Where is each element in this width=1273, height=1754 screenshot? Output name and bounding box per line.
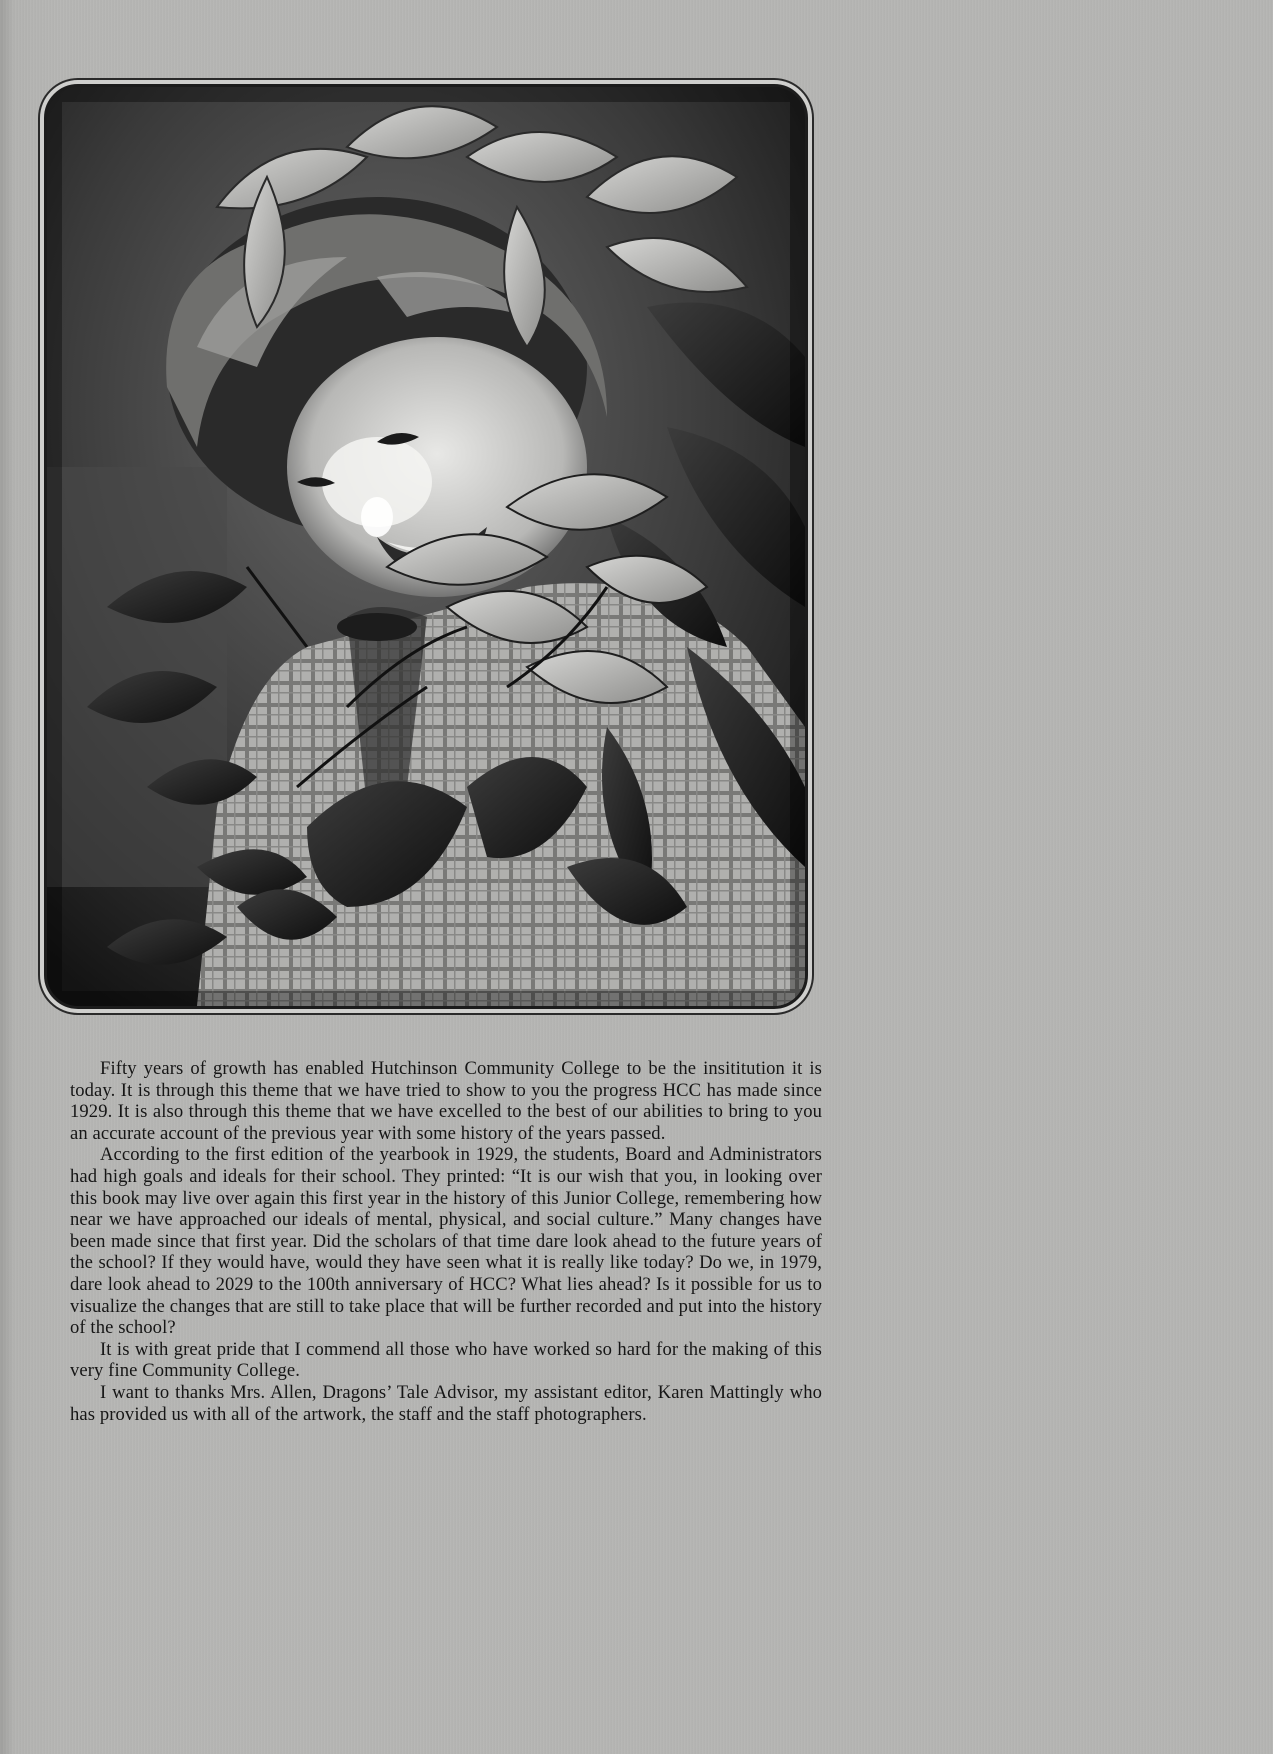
paragraph: I want to thanks Mrs. Allen, Dragons’ Tale Advisor, my assistant editor, Karen Mattingly who has provided us with all of the artwork, the staff and the staff photographers. [70, 1381, 822, 1425]
photo-frame [44, 84, 808, 1009]
editor-letter [70, 1058, 822, 1425]
portrait-photo [47, 87, 805, 1006]
paragraph: Fifty years of growth has enabled Hutchinson Community College to be the insititution it is today. It is through this theme that we have tried to show to you the progress HCC has made since 1929. It is also through this theme that we have excelled to the best of our abilities to bring to you an accurate account of the previous year with some history of the years passed. [70, 1058, 822, 1144]
paragraph: According to the first edition of the yearbook in 1929, the students, Board and Administrators had high goals and ideals for their school. They printed: “It is our wish that you, in looking over this book may live over again this first year in the history of this Junior College, remembering how near we have approached our ideals of mental, physical, and social culture.” Many changes have been made since that first year. Did the scholars of that time dare look ahead to the future years of the school? If they would have, would they have seen what it is really like today? Do we, in 1979, dare look ahead to 2029 to the 100th anniversary of HCC? What lies ahead? Is it possible for us to visualize the changes that are still to take place that will be further recorded and put into the history of the school? [70, 1144, 822, 1339]
paragraph: It is with great pride that I commend all those who have worked so hard for the making of this very fine Community College. [70, 1338, 822, 1382]
